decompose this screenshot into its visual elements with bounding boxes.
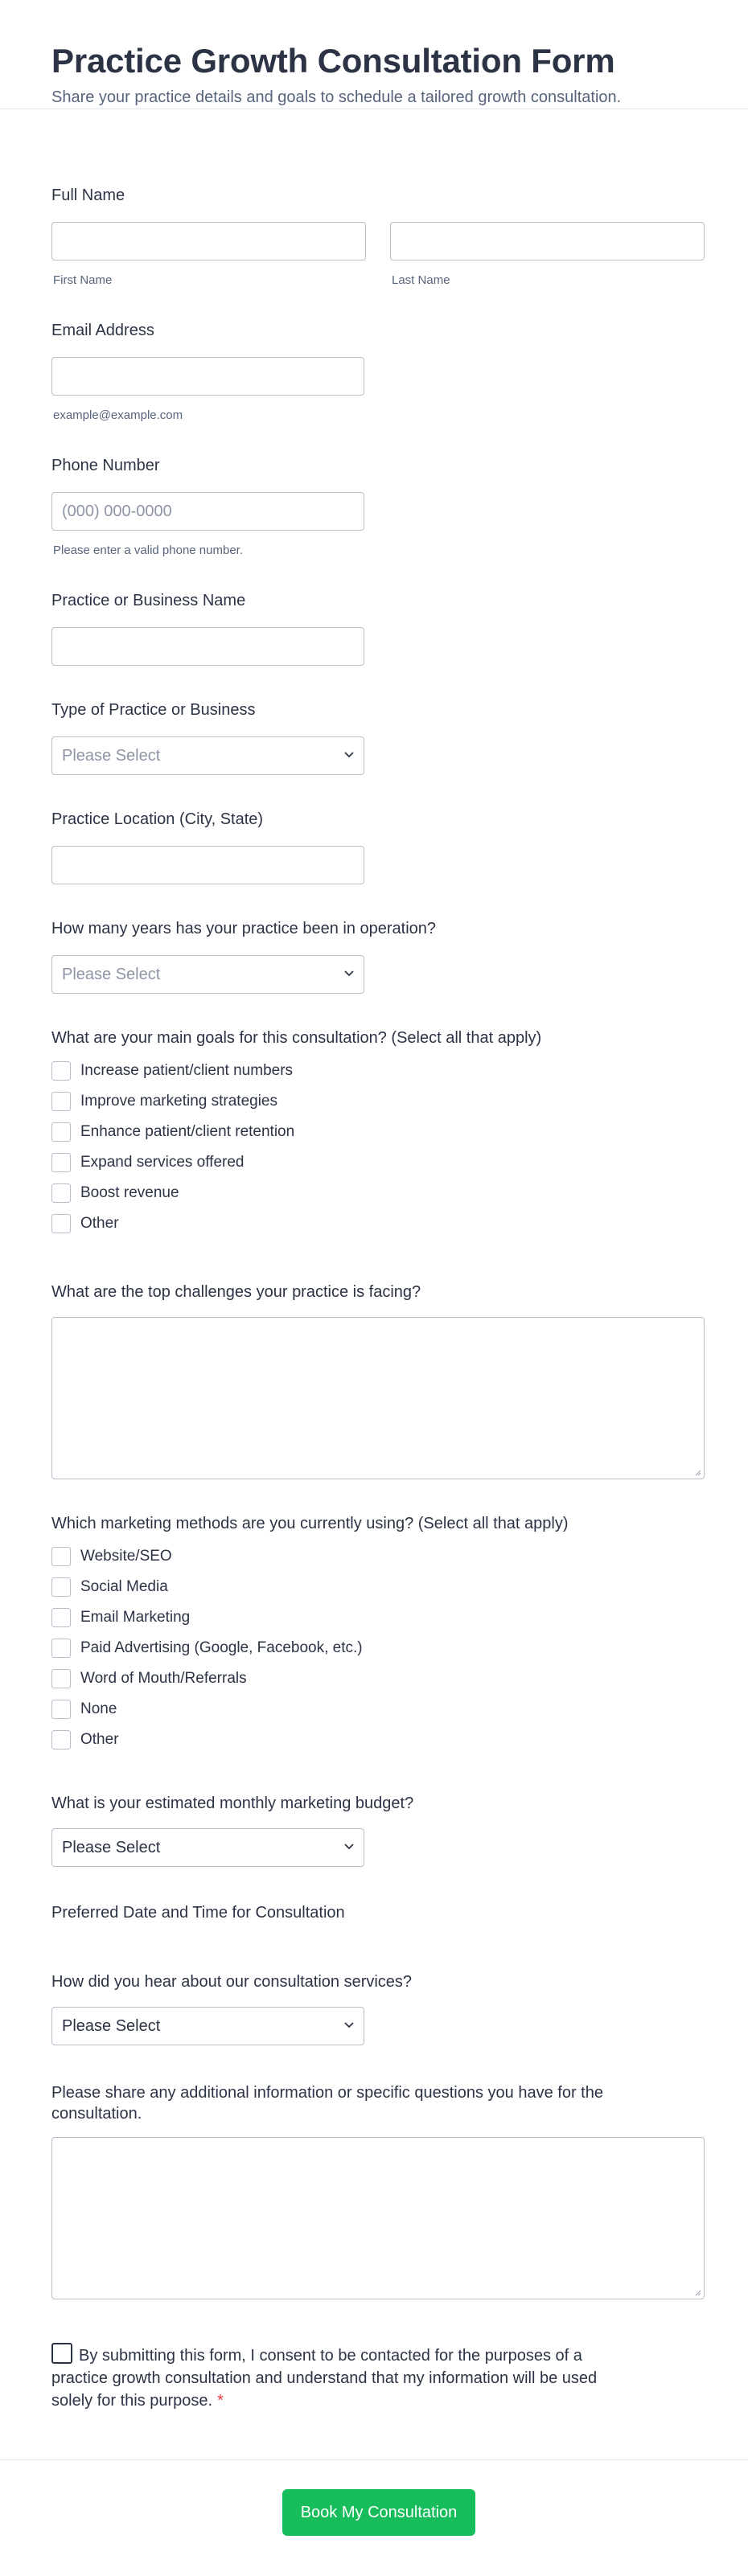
additional-textarea[interactable]: [51, 2137, 705, 2299]
email-input[interactable]: [51, 357, 364, 396]
checkbox[interactable]: [51, 1214, 71, 1233]
methods-label: Which marketing methods are you currently using? (Select all that apply): [51, 1515, 569, 1532]
goal-option[interactable]: [51, 1151, 245, 1174]
goal-option-label: Expand services offered: [80, 1154, 245, 1171]
method-option-label: Email Marketing: [80, 1609, 191, 1626]
years-field: [51, 920, 705, 1000]
referral-label: How did you hear about our consultation services?: [51, 1973, 413, 1991]
checkbox[interactable]: [51, 1639, 71, 1658]
practice-name-field: [51, 592, 705, 672]
phone-label: Phone Number: [51, 457, 160, 474]
practice-type-field: [51, 701, 705, 781]
chevron-down-icon: [344, 1844, 354, 1850]
submit-button[interactable]: Book My Consultation: [282, 2489, 475, 2536]
chevron-down-icon: [344, 2022, 354, 2028]
phone-sublabel: Please enter a valid phone number.: [53, 544, 243, 557]
goal-option[interactable]: [51, 1212, 119, 1235]
checkbox[interactable]: [51, 1577, 71, 1597]
email-sublabel: example@example.com: [53, 408, 183, 422]
method-option-label: None: [80, 1700, 117, 1717]
challenges-textarea[interactable]: [51, 1317, 705, 1479]
last-name-sublabel: Last Name: [392, 273, 450, 287]
form-header: [0, 0, 748, 109]
goal-option-label: Increase patient/client numbers: [80, 1062, 294, 1079]
challenges-label: What are the top challenges your practice is facing?: [51, 1283, 421, 1301]
goal-option[interactable]: [51, 1090, 277, 1113]
checkbox[interactable]: [51, 1153, 71, 1172]
goal-option[interactable]: [51, 1121, 294, 1143]
location-field: [51, 810, 705, 891]
email-label: Email Address: [51, 322, 154, 339]
method-option-label: Other: [80, 1731, 119, 1748]
budget-value: Please Select: [62, 1839, 161, 1856]
full-name-label: Full Name: [51, 187, 125, 204]
years-label: How many years has your practice been in operation?: [51, 920, 437, 937]
goal-option-label: Other: [80, 1215, 119, 1232]
checkbox[interactable]: [51, 1700, 71, 1719]
practice-name-input[interactable]: [51, 627, 364, 666]
method-option-label: Social Media: [80, 1578, 168, 1595]
required-mark: *: [217, 2392, 224, 2410]
chevron-down-icon: [344, 970, 354, 977]
method-option-label: Paid Advertising (Google, Facebook, etc.): [80, 1639, 363, 1656]
phone-input[interactable]: (000) 000-0000: [51, 492, 364, 531]
method-option-label: Website/SEO: [80, 1548, 172, 1565]
checkbox[interactable]: [51, 1061, 71, 1081]
methods-field: [51, 1515, 705, 1756]
email-field: [51, 322, 705, 426]
practice-type-select[interactable]: [51, 736, 364, 775]
consent-checkbox[interactable]: [51, 2343, 72, 2364]
method-option[interactable]: [51, 1729, 119, 1751]
preferred-datetime-label: Preferred Date and Time for Consultation: [51, 1904, 345, 1922]
checkbox[interactable]: [51, 1730, 71, 1749]
phone-field: [51, 457, 705, 561]
resize-grip-icon[interactable]: [693, 2288, 701, 2296]
last-name-input[interactable]: [390, 222, 705, 260]
years-value: Please Select: [62, 966, 161, 983]
form-title: Practice Growth Consultation Form: [51, 42, 615, 80]
checkbox[interactable]: [51, 1183, 71, 1203]
practice-name-label: Practice or Business Name: [51, 592, 246, 609]
practice-type-label: Type of Practice or Business: [51, 701, 256, 719]
first-name-input[interactable]: [51, 222, 366, 260]
method-option[interactable]: [51, 1698, 117, 1721]
consent-field: [51, 2343, 631, 2412]
additional-field: [51, 2082, 705, 2307]
budget-label: What is your estimated monthly marketing budget?: [51, 1795, 414, 1812]
form-subtitle: Share your practice details and goals to schedule a tailored growth consultation.: [51, 88, 622, 106]
checkbox[interactable]: [51, 1608, 71, 1627]
years-select[interactable]: [51, 955, 364, 994]
checkbox[interactable]: [51, 1547, 71, 1566]
checkbox[interactable]: [51, 1122, 71, 1142]
location-input[interactable]: [51, 846, 364, 884]
challenges-field: [51, 1283, 705, 1484]
referral-value: Please Select: [62, 2017, 161, 2035]
goal-option-label: Improve marketing strategies: [80, 1093, 277, 1110]
full-name-field: [51, 187, 705, 291]
goals-field: [51, 1029, 705, 1262]
first-name-sublabel: First Name: [53, 273, 113, 287]
consent-text: By submitting this form, I consent to be contacted for the purposes of a practice growth consultation and understand that my information will be used solely for this purpose.: [51, 2347, 598, 2410]
goal-option-label: Enhance patient/client retention: [80, 1123, 295, 1140]
preferred-datetime-field: [51, 1904, 705, 1936]
method-option[interactable]: [51, 1576, 168, 1598]
goal-option-label: Boost revenue: [80, 1184, 179, 1201]
referral-field: [51, 1973, 705, 2053]
chevron-down-icon: [344, 752, 354, 758]
footer-divider: [0, 2459, 748, 2460]
checkbox[interactable]: [51, 1092, 71, 1111]
method-option-label: Word of Mouth/Referrals: [80, 1670, 247, 1687]
goals-label: What are your main goals for this consultation? (Select all that apply): [51, 1029, 542, 1047]
budget-select[interactable]: [51, 1828, 364, 1867]
method-option[interactable]: [51, 1667, 247, 1690]
referral-select[interactable]: [51, 2007, 364, 2045]
location-label: Practice Location (City, State): [51, 810, 264, 828]
resize-grip-icon[interactable]: [693, 1468, 701, 1476]
budget-field: [51, 1795, 705, 1875]
method-option[interactable]: [51, 1606, 190, 1629]
additional-label: Please share any additional information or specific questions you have for the consultation.: [51, 2084, 603, 2123]
practice-type-value: Please Select: [62, 747, 161, 765]
method-option[interactable]: [51, 1637, 363, 1659]
goal-option[interactable]: [51, 1060, 293, 1082]
checkbox[interactable]: [51, 1669, 71, 1688]
goal-option[interactable]: [51, 1182, 179, 1204]
method-option[interactable]: [51, 1545, 172, 1568]
